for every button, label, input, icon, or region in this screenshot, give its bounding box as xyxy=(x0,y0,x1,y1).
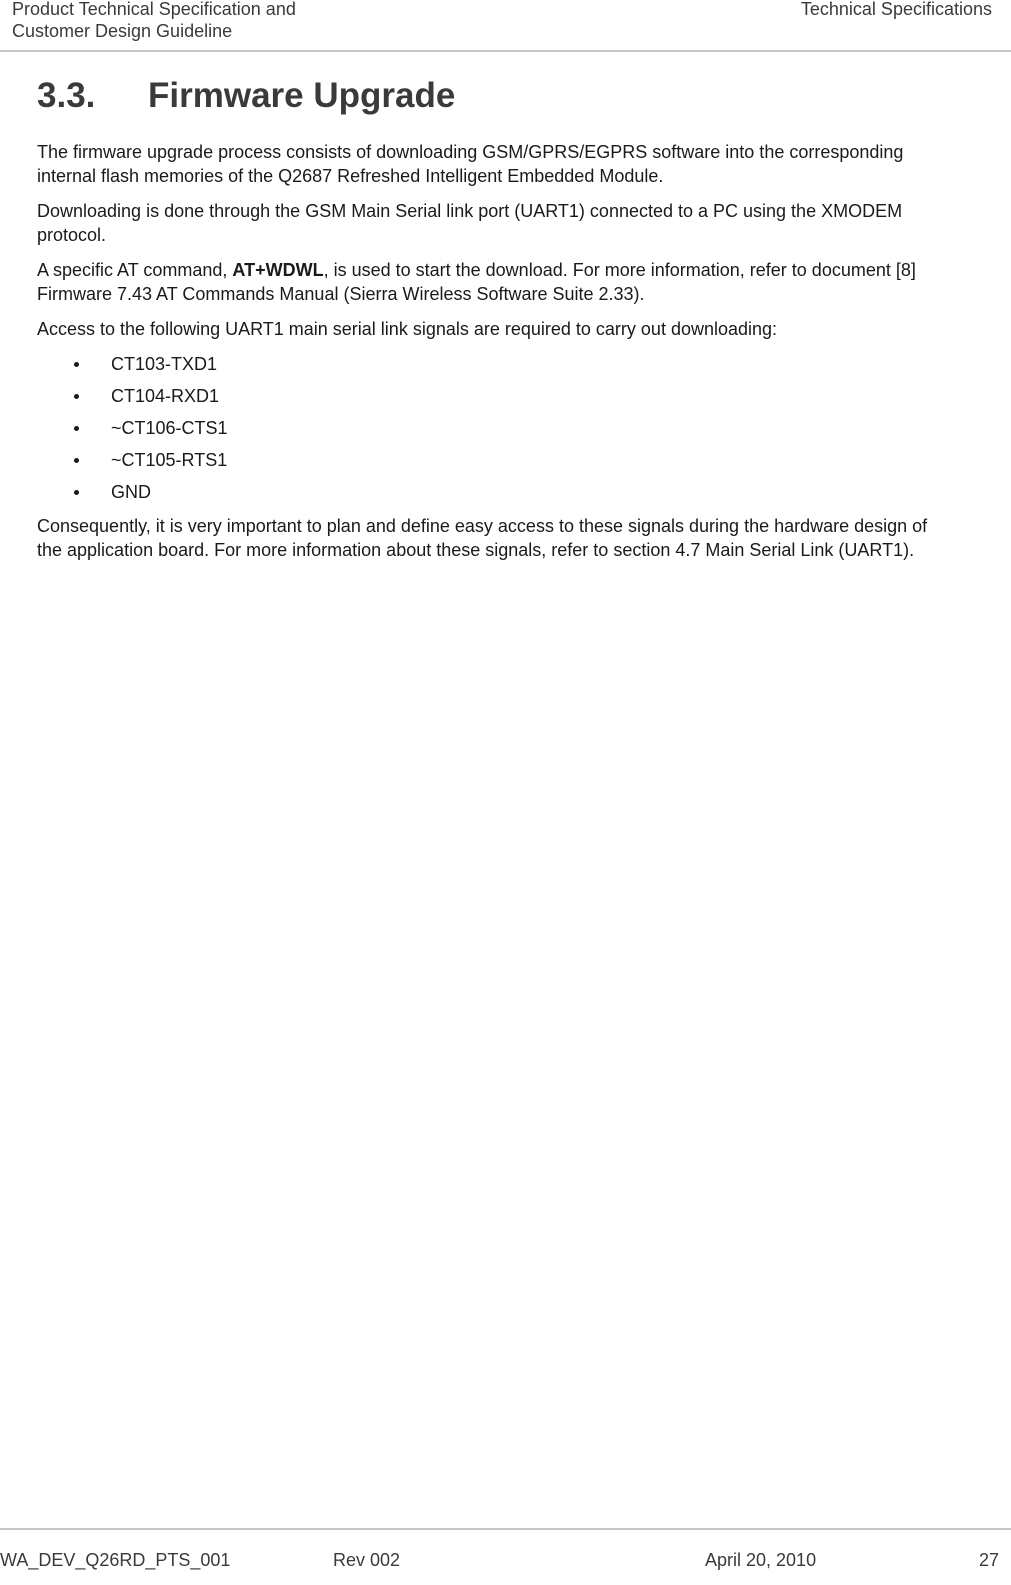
publication-date: April 20, 2010 xyxy=(705,1550,817,1570)
list-item xyxy=(37,480,952,504)
paragraph-intro: The firmware upgrade process consists of downloading GSM/GPRS/EGPRS software into the corresponding internal flash memories of the Q2687 Refreshed Intelligent Embedded Module. xyxy=(37,142,904,186)
signal-name: GND xyxy=(111,482,151,502)
list-item xyxy=(37,352,952,376)
signal-name: CT103-TXD1 xyxy=(111,354,218,374)
signal-name: ~CT105-RTS1 xyxy=(111,450,228,470)
page-header xyxy=(0,0,1011,52)
bullet-icon xyxy=(74,394,79,399)
signal-name: CT104-RXD1 xyxy=(111,386,220,406)
signal-list xyxy=(37,352,952,504)
page-number: 27 xyxy=(978,1550,999,1570)
chapter-title: Technical Specifications xyxy=(800,0,992,19)
list-item xyxy=(37,384,952,408)
bullet-icon xyxy=(74,458,79,463)
at-command-text-before: A specific AT command, xyxy=(37,260,233,280)
list-item xyxy=(37,416,952,440)
at-command-text-after: , is used to start the download. For more information, refer to document [8] Firmware 7.43 AT Commands Manual (Sierra Wireless Software Suite 2.33). xyxy=(37,260,916,304)
paragraph-at-command xyxy=(37,258,952,306)
bullet-icon xyxy=(74,426,79,431)
at-command-name: AT+WDWL xyxy=(232,260,324,280)
section-number: 3.3. xyxy=(37,76,96,115)
section-heading xyxy=(37,74,952,118)
bullet-icon xyxy=(74,490,79,495)
document-title-line2: Customer Design Guideline xyxy=(12,21,233,41)
document-title xyxy=(12,0,296,42)
section-title: Firmware Upgrade xyxy=(148,76,456,115)
paragraph-download-port: Downloading is done through the GSM Main Serial link port (UART1) connected to a PC using the XMODEM protocol. xyxy=(37,201,903,245)
page-body xyxy=(37,74,952,573)
paragraph-signals-intro: Access to the following UART1 main serial link signals are required to carry out downloading: xyxy=(37,319,778,339)
paragraph-conclusion: Consequently, it is very important to plan and define easy access to these signals during the hardware design of the application board. For more information about these signals, refer to section 4.7 Main Serial Link (UART1). xyxy=(37,516,928,560)
document-id: WA_DEV_Q26RD_PTS_001 xyxy=(0,1550,231,1570)
list-item xyxy=(37,448,952,472)
document-title-line1: Product Technical Specification and xyxy=(12,0,296,19)
page-footer xyxy=(0,1528,1011,1585)
revision: Rev 002 xyxy=(333,1550,401,1570)
signal-name: ~CT106-CTS1 xyxy=(111,418,228,438)
bullet-icon xyxy=(74,362,79,367)
